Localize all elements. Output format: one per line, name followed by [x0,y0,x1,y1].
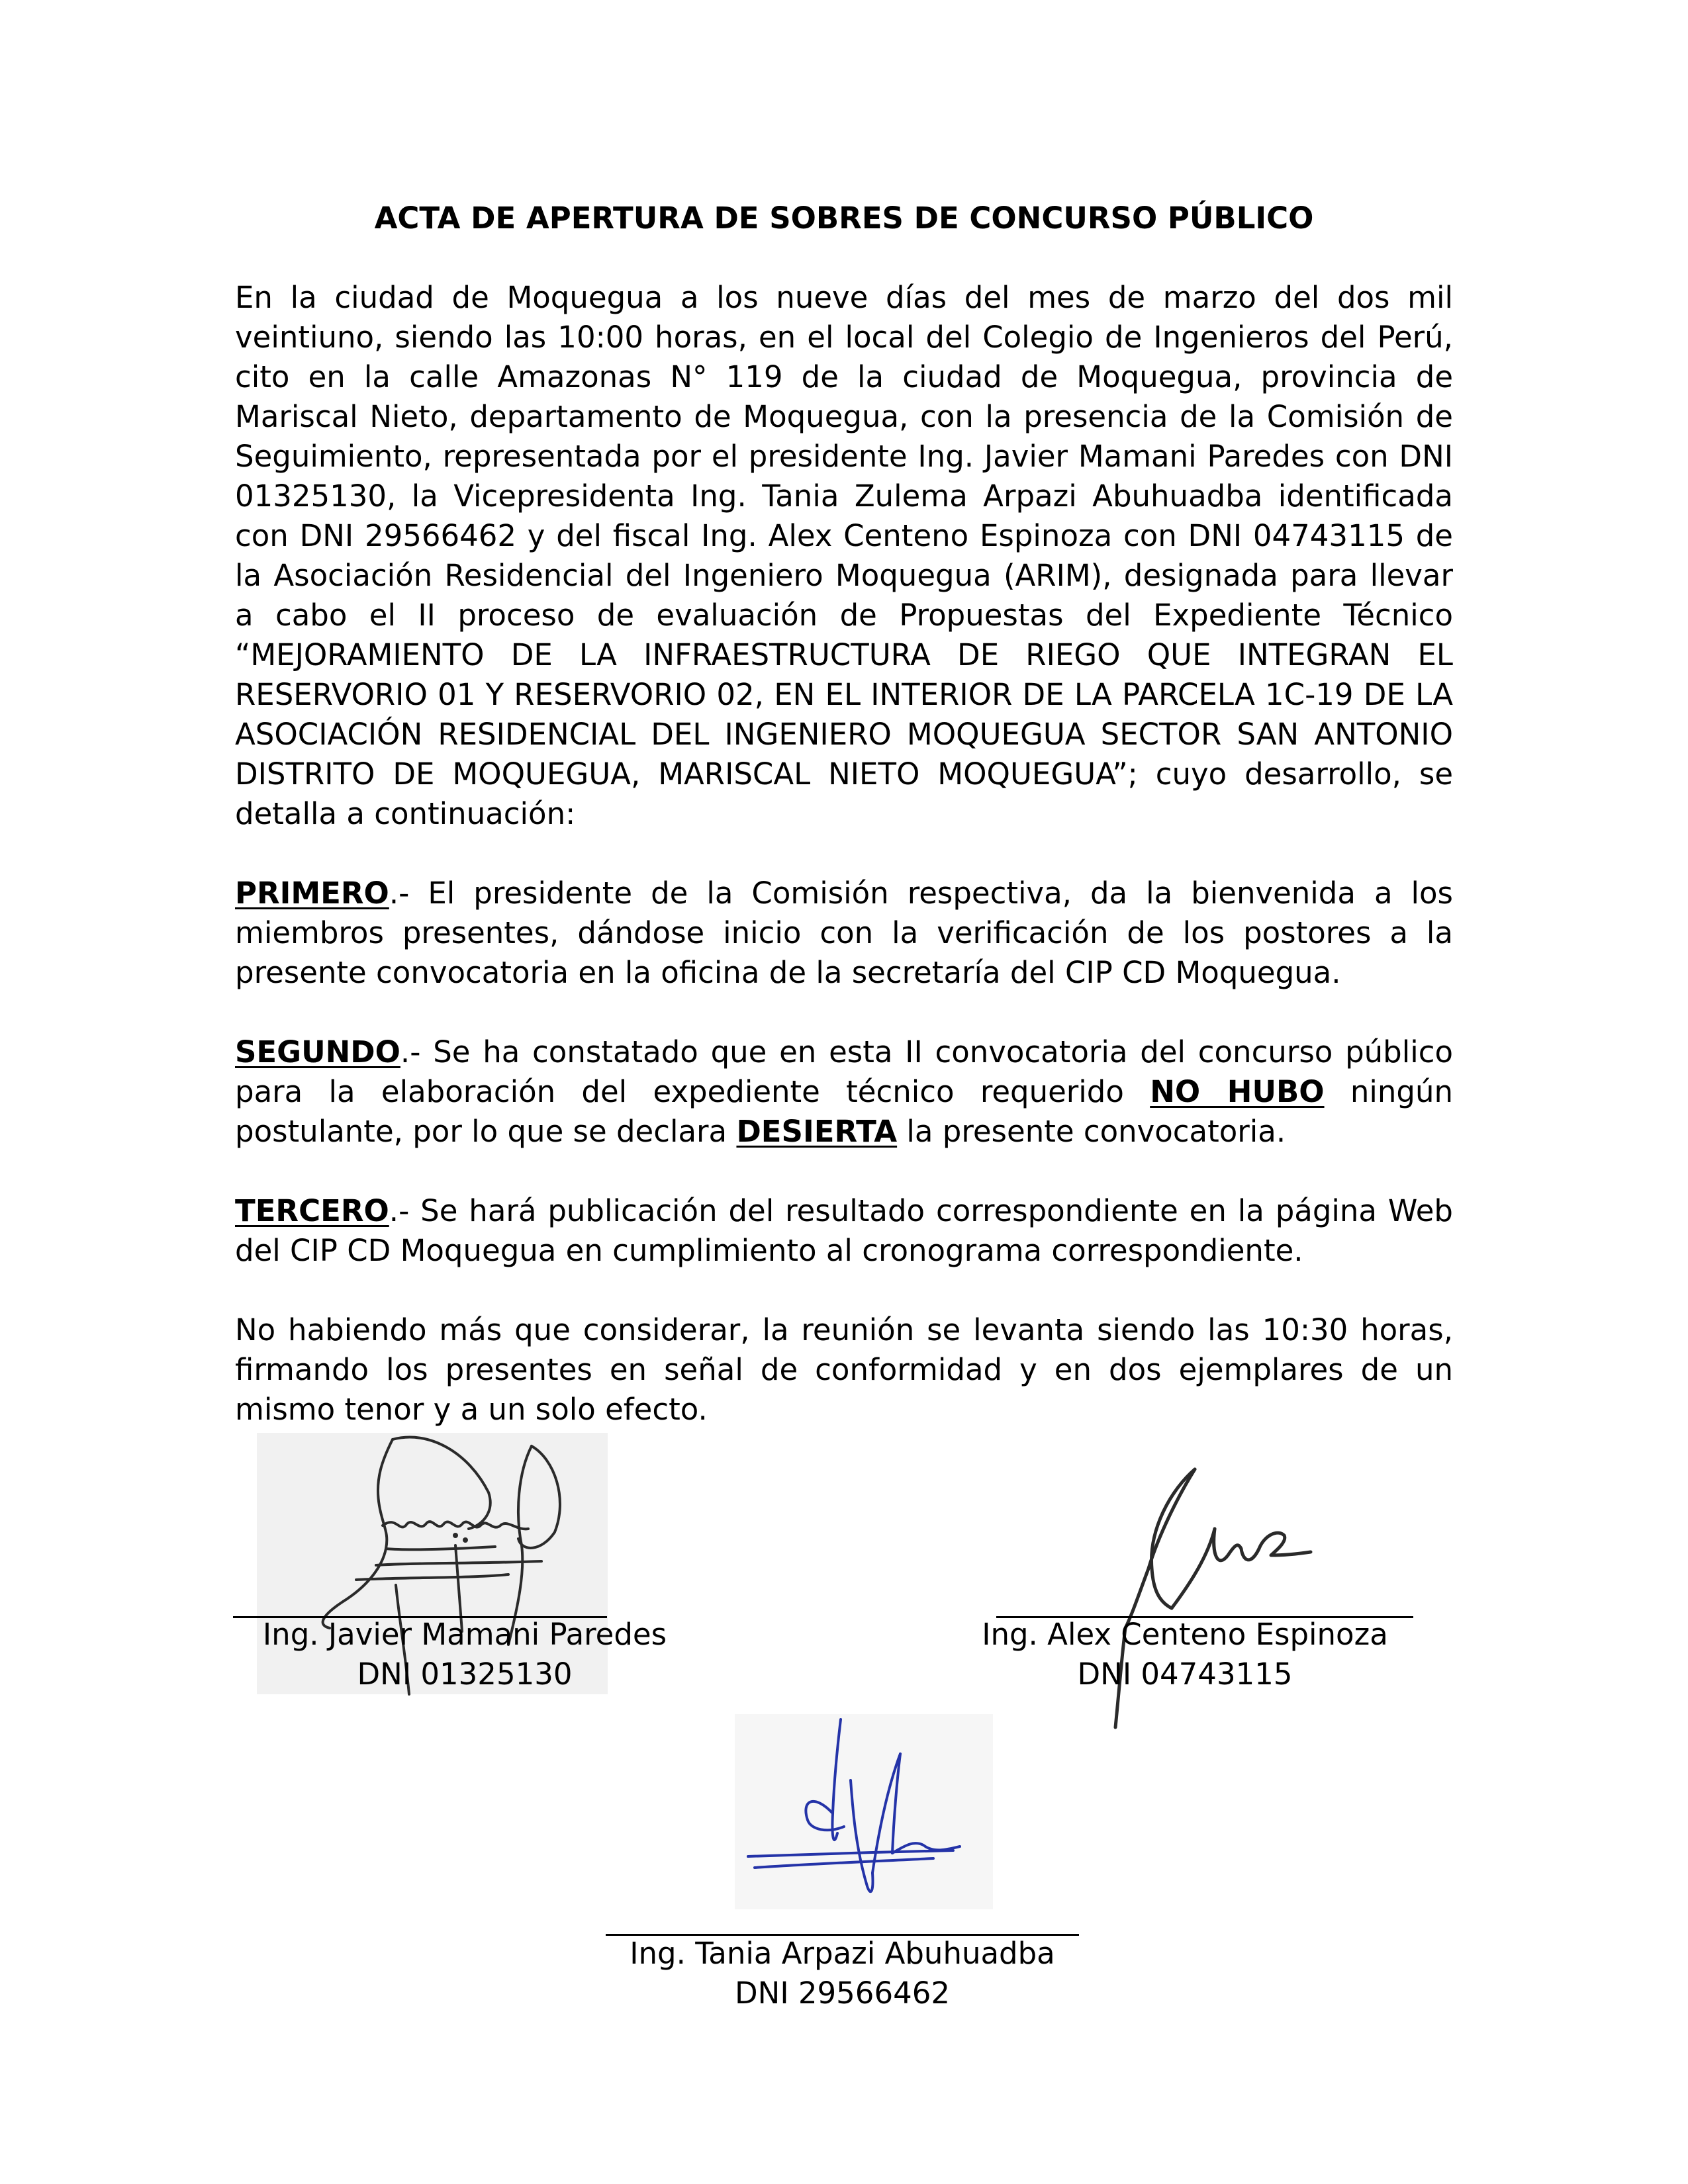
signatory-dni: DNI 29566462 [735,1976,950,2011]
signatory-block-3 [606,1934,1079,2013]
no-hubo-emphasis: NO HUBO [1150,1074,1325,1109]
segundo-label: SEGUNDO [235,1034,400,1069]
document-title: ACTA DE APERTURA DE SOBRES DE CONCURSO PÚBLICO [374,201,1314,236]
signatory-name: Ing. Alex Centeno Espinoza [982,1617,1388,1652]
desierta-emphasis: DESIERTA [736,1114,898,1149]
primero-label: PRIMERO [235,876,389,911]
primero-paragraph [235,874,1453,993]
primero-text: .- El presidente de la Comisión respectiva, da la bienvenida a los miembros presentes, dándose inicio con la verificación de los postores a la presente convocatoria en la oficina de la secretaría del CIP CD Moquegua. [235,876,1453,990]
tercero-paragraph [235,1191,1453,1271]
segundo-paragraph [235,1032,1453,1152]
signatory-dni: DNI 04743115 [1077,1657,1293,1692]
segundo-text-1: .- Se ha constatado que en esta II convocatoria del concurso público para la elaboración del expediente técnico requerido [235,1034,1453,1109]
tercero-label: TERCERO [235,1193,389,1228]
signatory-name: Ing. Tania Arpazi Abuhuadba [630,1936,1055,1971]
signatory-block-1 [233,1615,696,1694]
tercero-text: .- Se hará publicación del resultado correspondiente en la página Web del CIP CD Moquegua en cumplimiento al cronograma correspondiente. [235,1193,1453,1268]
segundo-text-3: la presente convocatoria. [897,1114,1286,1149]
signatory-name: Ing. Javier Mamani Paredes [262,1617,667,1652]
segundo-text-2: ningún postulante, por lo que se declara [235,1074,1453,1149]
signatory-dni: DNI 01325130 [357,1657,573,1692]
closing-paragraph: No habiendo más que considerar, la reunión se levanta siendo las 10:30 horas, firmando los presentes en señal de conformidad y en dos ejemplares de un mismo tenor y a un solo efecto. [235,1312,1453,1427]
signatory-block-2 [953,1615,1417,1694]
signature-tania-arpazi [735,1714,1000,1913]
intro-paragraph: En la ciudad de Moquegua a los nueve días del mes de marzo del dos mil veintiuno, siendo las 10:00 horas, en el local del Colegio de Ingenieros del Perú, cito en la calle Amazonas N° 119 de la ciudad de Moquegua, provincia de Mariscal Nieto, departamento de Moquegua, con la presencia de la Comisión de Seguimiento, representada por el presidente Ing. Javier Mamani Paredes con DNI 01325130, la Vicepresidenta Ing. Tania Zulema Arpazi Abuhuadba identificada con DNI 29566462 y del fiscal Ing. Alex Centeno Espinoza con DNI 04743115 de la Asociación Residencial del Ingeniero Moquegua (ARIM), designada para llevar a cabo el II proceso de evaluación de Propuestas del Expediente Técnico “MEJORAMIENTO DE LA INFRAESTRUCTURA DE RIEGO QUE INTEGRAN EL RESERVORIO 01 Y RESERVORIO 02, EN EL INTERIOR DE LA PARCELA 1C-19 DE LA ASOCIACIÓN RESIDENCIAL DEL INGENIERO MOQUEGUA SECTOR SAN ANTONIO DISTRITO DE MOQUEGUA, MARISCAL NIETO MOQUEGUA”; cuyo desarrollo, se detalla a continuación: [235,280,1453,831]
